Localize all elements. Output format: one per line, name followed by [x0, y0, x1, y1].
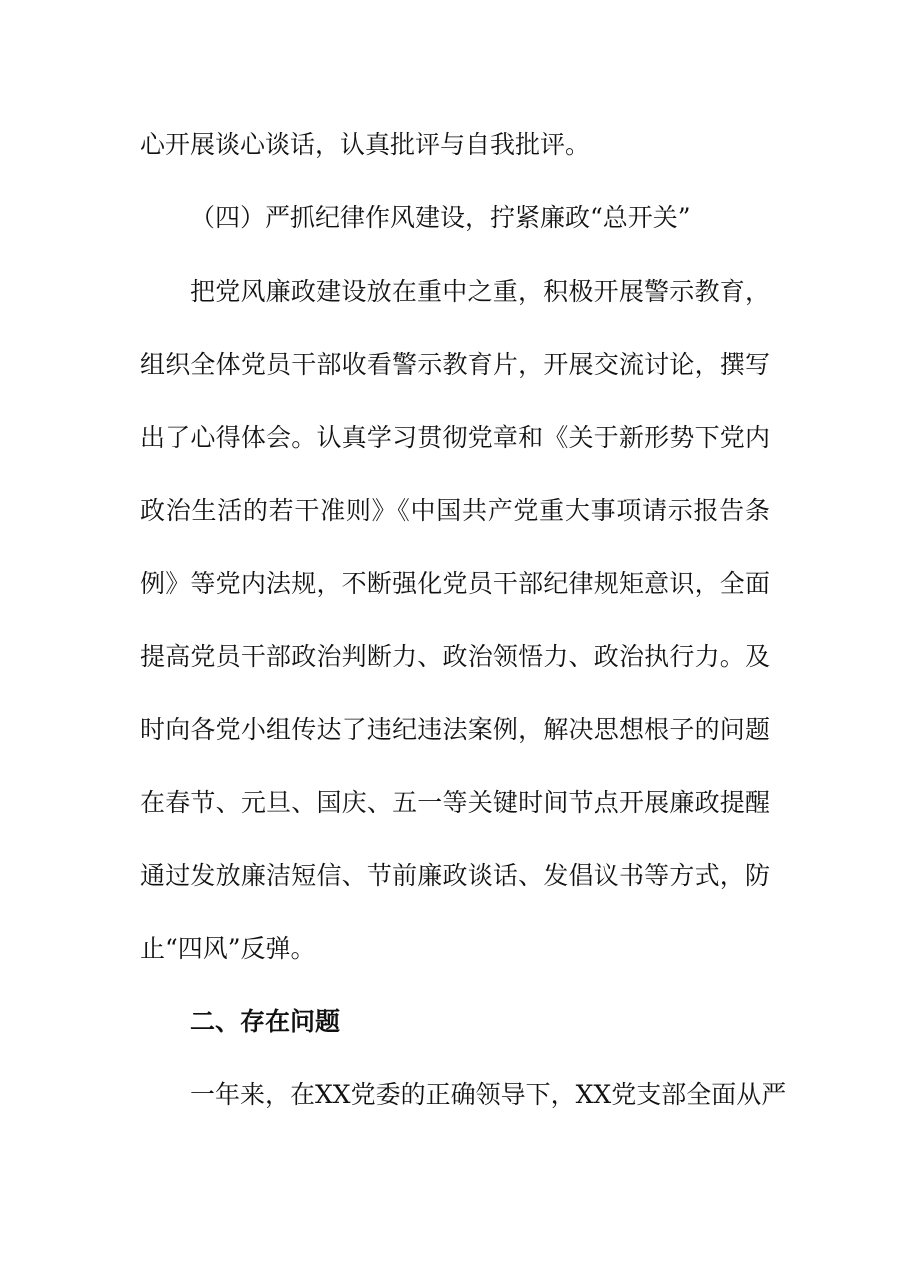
text-line: 把党风廉政建设放在重中之重，积极开展警示教育， [190, 277, 770, 306]
text-line: 止“四风”反弹。 [140, 934, 316, 963]
text-line: 时向各党小组传达了违纪违法案例，解决思想根子的问题 [140, 715, 770, 744]
text-line: 在春节、元旦、国庆、五一等关键时间节点开展廉政提醒 [140, 788, 770, 817]
text-line: 组织全体党员干部收看警示教育片，开展交流讨论，撰写 [140, 350, 770, 379]
text-line: 例》等党内法规，不断强化党员干部纪律规矩意识，全面 [140, 569, 770, 598]
text-line: 出了心得体会。认真学习贯彻党章和《关于新形势下党内 [140, 423, 770, 452]
text-line: 提高党员干部政治判断力、政治领悟力、政治执行力。及 [140, 642, 770, 671]
text-line: 心开展谈心谈话，认真批评与自我批评。 [140, 130, 591, 159]
text-line: 政治生活的若干准则》《中国共产党重大事项请示报告条 [140, 496, 770, 525]
section-subheading: （四）严抓纪律作风建设，拧紧廉政“总开关” [190, 203, 691, 232]
section-heading: 二、存在问题 [190, 1007, 341, 1036]
text-line: 通过发放廉洁短信、节前廉政谈话、发倡议书等方式，防 [140, 861, 770, 890]
text-line: 一年来，在XX党委的正确领导下，XX党支部全面从严 [190, 1080, 787, 1109]
